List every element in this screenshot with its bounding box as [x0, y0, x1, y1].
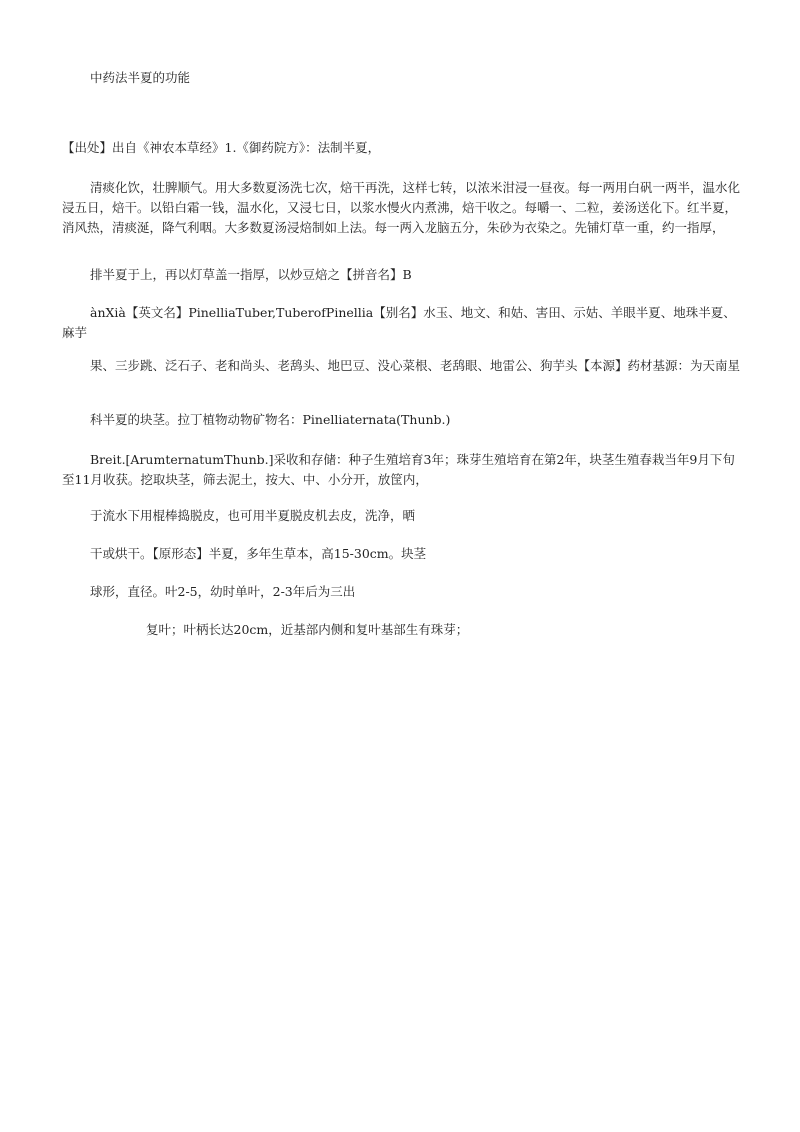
paragraph-latin-name: 科半夏的块茎。拉丁植物动物矿物名：Pinelliaternata(Thunb.)	[90, 412, 451, 427]
paragraph-processing: 于流水下用棍棒捣脱皮，也可用半夏脱皮机去皮，洗净，晒	[90, 508, 416, 523]
paragraph-leaf: 复叶；叶柄长达20cm，近基部内侧和复叶基部生有珠芽；	[146, 622, 469, 637]
paragraph-aliases: ànXià【英文名】PinelliaTuber,TuberofPinellia【别名】水玉、地文、和姑、害田、示姑、羊眼半夏、地珠半夏、麻芋	[62, 305, 736, 340]
document-title: 中药法半夏的功能	[90, 70, 191, 85]
paragraph-harvest: Breit.[ArumternatumThunb.]采收和存储：种子生殖培育3年；珠芽生殖培育在第2年，块茎生殖春栽当年9月下旬至11月收获。挖取块茎，筛去泥土，按大、中、小分开，放筐内，	[62, 452, 735, 487]
paragraph-tuber: 球形，直径。叶2-5，幼时单叶，2-3年后为三出	[90, 584, 356, 599]
paragraph-origin: 果、三步跳、泛石子、老和尚头、老鸹头、地巴豆、没心菜根、老鸹眼、地雷公、狗芋头【本源】药材基源：为天南星	[90, 358, 741, 373]
paragraph-source: 【出处】出自《神农本草经》1.《御药院方》：法制半夏，	[62, 140, 381, 155]
paragraph-pinyin: 排半夏于上，再以灯草盖一指厚，以炒豆焙之【拼音名】B	[90, 267, 412, 282]
paragraph-preparation: 清痰化饮，壮脾顺气。用大多数夏汤洗七次，焙干再洗，这样七转，以浓米泔浸一昼夜。每一两用白矾一两半，温水化浸五日，焙干。以铅白霜一钱，温水化，又浸七日，以浆水慢火内煮沸，焙干收之。每嚼一、二粒，姜汤送化下。红半夏，消风热，清痰涎，降气利咽。大多数夏汤浸焙制如上法。每一两入龙脑五分，朱砂为衣染之。先铺灯草一重，约一指厚，	[62, 180, 741, 235]
paragraph-morphology: 干或烘干。【原形态】半夏，多年生草本，高15-30cm。块茎	[90, 546, 427, 561]
